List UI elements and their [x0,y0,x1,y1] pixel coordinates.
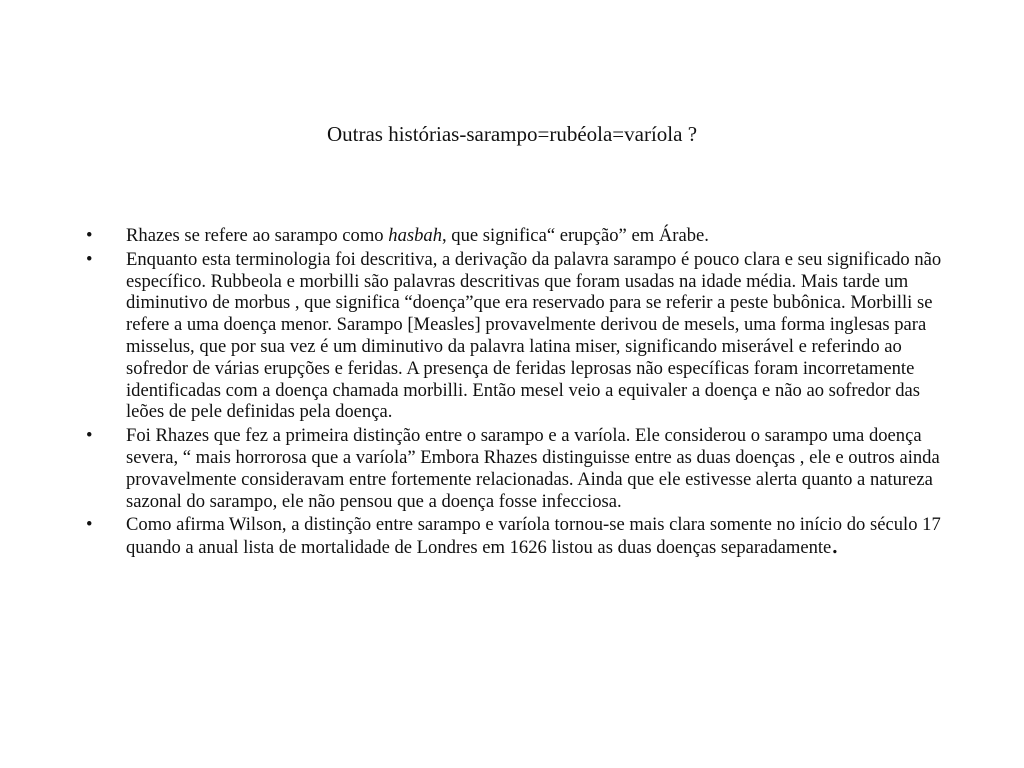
bullet-text: Como afirma Wilson, a distinção entre sarampo e varíola tornou-se mais clara somente no início do século 17 quando a anual lista de mortalidade de Londres em 1626 listou as duas doenças separadamente [126,514,941,559]
bullet-list [84,225,944,559]
bullet-item-1 [84,225,944,247]
bullet-ending-period: . [831,529,839,561]
slide-title: Outras histórias-sarampo=rubéola=varíola ? [326,122,698,146]
bullet-text: Foi Rhazes que fez a primeira distinção entre o sarampo e a varíola. Ele considerou o sarampo uma doença severa, “ mais horrorosa que a varíola” Embora Rhazes distinguisse entre as duas doenças , ele e outros ainda provavelmente consideravam entre fortemente relacionadas. Ainda que ele estivesse alerta quanto a natureza sazonal do sarampo, ele não pensou que a doença fosse infecciosa. [126,425,940,512]
italic-term: hasbah [388,225,442,246]
bullet-text-start: Rhazes se refere ao sarampo como [126,225,389,246]
bullet-item-3 [84,425,944,512]
bullet-text: Enquanto esta terminologia foi descritiva, a derivação da palavra sarampo é pouco clara e seu significado não específico. Rubbeola e morbilli são palavras descritivas que foram usadas na idade média. Mais tarde um diminutivo de morbus , que significa “doença”que era reservado para se referir a peste bubônica. Morbilli se refere a uma doença menor. Sarampo [Measles] provavelmente derivou de mesels, uma forma inglesas para misselus, que por sua vez é um diminutivo da palavra latina miser, significando miserável e referindo ao sofredor de várias erupções e feridas. A presença de feridas leprosas não específicas foram incorretamente identificadas com a doença chamada morbilli. Então mesel veio a equivaler a doença e não ao sofredor das leões de pele definidas pela doença. [126,248,942,423]
bullet-marker: • [86,248,93,270]
bullet-item-4 [84,514,944,559]
bullet-item-2 [84,249,944,423]
bullet-marker: • [86,425,93,447]
bullet-marker: • [86,514,93,536]
bullet-text-end: , que significa“ erupção” em Árabe. [442,225,709,246]
bullet-marker: • [86,225,93,246]
